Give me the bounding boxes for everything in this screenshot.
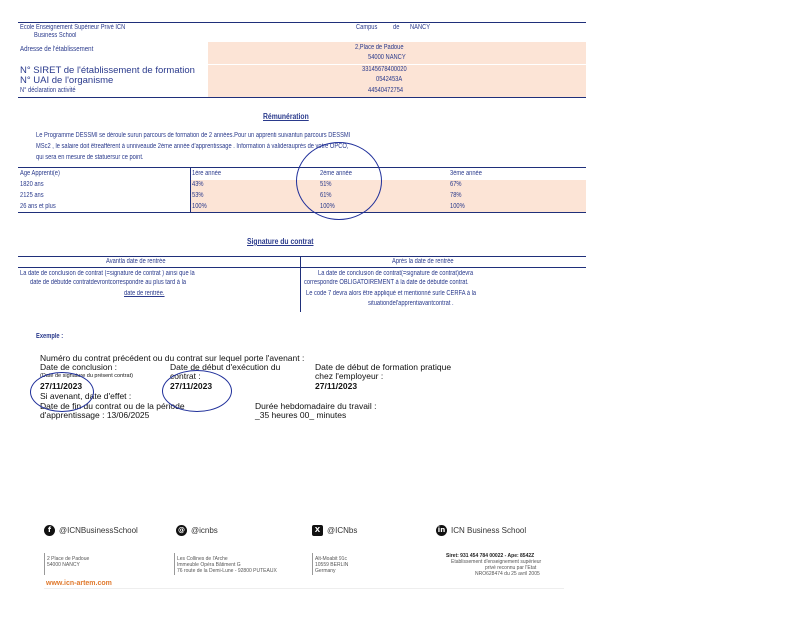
- after-start-heading: Après la date de rentrée: [392, 258, 454, 265]
- campus-de: de: [393, 24, 400, 31]
- before-start-heading: Avantla date de rentrée: [106, 258, 166, 265]
- x-handle[interactable]: @ICNbs: [327, 526, 358, 535]
- facebook-handle[interactable]: @ICNBusinessSchool: [59, 526, 138, 535]
- siret-label: N° SIRET de l'établissement de formation: [20, 65, 195, 76]
- before-text-line1: La date de conclusion de contrat (=signature de contrat ) ainsi que la: [20, 270, 195, 277]
- weekly-hours-label: Durée hebdomadaire du travail :: [255, 401, 377, 411]
- address-puteaux-line2: Immeuble Opéra Bâtiment G: [177, 562, 241, 568]
- website-link[interactable]: www.icn-artem.com: [46, 580, 112, 587]
- table-header-year3: 3ème année: [450, 170, 482, 177]
- table-cell-year3: 100%: [450, 203, 465, 210]
- uai-label: N° UAI de l'organisme: [20, 75, 114, 86]
- table-cell-year3: 78%: [450, 192, 462, 199]
- before-text-line3: date de rentrée.: [124, 290, 165, 297]
- social-handle[interactable]: @icnbs: [191, 526, 218, 535]
- table-header-year2: 2ème année: [320, 170, 352, 177]
- legal-line2: Etablissement d'enseignement supérieur: [451, 559, 542, 565]
- before-text-line2: date de débutde contratdevrontcorrespondre au plus tard à la: [30, 279, 187, 286]
- after-text-line3: Le code 7 devra alors être appliqué et mentionné surle CERFA à la: [306, 290, 477, 297]
- legal-line4: NRO628474 du 25 avril 2005: [475, 571, 540, 577]
- table-header-year1: 1ère année: [192, 170, 222, 177]
- table-cell-year1: 53%: [192, 192, 204, 199]
- highlight-circle: [162, 370, 232, 412]
- siret-value: 33145678400020: [362, 66, 407, 73]
- declaration-label: N° déclaration activité: [20, 87, 76, 94]
- table-cell-year3: 67%: [450, 181, 462, 188]
- conclusion-sub: (Date de signature du présent contrat): [40, 373, 133, 379]
- declaration-value: 44540472754: [368, 87, 404, 94]
- x-icon[interactable]: X: [312, 525, 323, 536]
- table-cell-year2: 100%: [320, 203, 335, 210]
- after-text-line4: situationdel'apprentiavantcontrat .: [368, 300, 454, 307]
- weekly-hours-value: _35 heures 00_ minutes: [255, 410, 347, 420]
- legal-line3: privé reconnu par l'Etat: [485, 565, 537, 571]
- signature-title: Signature du contrat: [247, 237, 314, 246]
- after-text-line2: correspondre OBLIGATOIREMENT à la date de débutde contrat.: [304, 279, 469, 286]
- remuneration-paragraph-line1: Le Programme DESSMI se déroule surun parcours de formation de 2 années.Pour un apprenti suivantun parcours DESSMI: [36, 132, 351, 139]
- campus-label: Campus: [356, 24, 378, 31]
- address-nancy-line1: 2 Place de Padoue: [47, 556, 90, 562]
- table-cell-year2: 61%: [320, 192, 332, 199]
- start-execution-label: Date de début d'exécution du: [170, 362, 281, 372]
- table-cell-year1: 100%: [192, 203, 207, 210]
- start-execution-value: 27/11/2023: [170, 381, 213, 391]
- start-training-value: 27/11/2023: [315, 381, 358, 391]
- address-berlin-line3: Germany: [315, 568, 336, 574]
- linkedin-handle[interactable]: ICN Business School: [451, 526, 527, 535]
- end-date-label2: d'apprentissage : 13/06/2025: [40, 410, 150, 420]
- example-label: Exemple :: [36, 333, 64, 340]
- table-cell-year2: 51%: [320, 181, 332, 188]
- address-line2: 54000 NANCY: [368, 54, 406, 61]
- linkedin-icon[interactable]: in: [437, 526, 446, 534]
- address-nancy-line2: 54000 NANCY: [47, 562, 80, 568]
- table-cell-age: 1820 ans: [20, 181, 44, 188]
- table-cell-age: 2125 ans: [20, 192, 44, 199]
- conclusion-value: 27/11/2023: [40, 381, 83, 391]
- table-cell-age: 26 ans et plus: [20, 203, 56, 210]
- address-berlin-line1: Alt-Moabit 91c: [315, 556, 347, 562]
- campus-city: NANCY: [410, 24, 431, 31]
- school-name: Ecole Enseignement Supérieur Privé ICN: [20, 24, 126, 31]
- end-date-label: Date de fin du contrat ou de la période: [40, 401, 185, 411]
- previous-contract-line: Numéro du contrat précédent ou du contrat sur lequel porte l'avenant :: [40, 353, 305, 363]
- school-name-line2: Business School: [34, 32, 77, 39]
- start-training-label2: chez l'employeur :: [315, 371, 384, 381]
- start-training-label: Date de début de formation pratique: [315, 362, 452, 372]
- address-label: Adresse de l'établissement: [20, 44, 94, 53]
- highlight-circle: [30, 372, 94, 412]
- social-icon[interactable]: @: [178, 526, 185, 534]
- remuneration-paragraph-line2: MSc2 , le salaire doit êtreafférent à unniveaude 2ème année d'apprentissage . Information à validerauprès de votre OPCO,: [36, 143, 349, 150]
- remuneration-title: Rémunération: [263, 112, 309, 121]
- highlight-circle: [296, 142, 382, 220]
- start-execution-label2: contrat :: [170, 371, 201, 381]
- uai-value: 0542453A: [376, 76, 403, 83]
- address-puteaux-line3: 76 route de la Demi-Lune - 92800 PUTEAUX: [177, 568, 277, 574]
- table-header-age: Age Apprenti(e): [20, 170, 60, 177]
- address-line1: 2,Place de Padoue: [355, 44, 404, 51]
- conclusion-label: Date de conclusion :: [40, 362, 118, 372]
- facebook-icon[interactable]: f: [44, 525, 55, 536]
- legal-siret: Siret: 931 454 784 00022 - Ape: 8542Z: [446, 553, 535, 559]
- address-berlin-line2: 10559 BERLIN: [315, 562, 349, 568]
- remuneration-paragraph-line3: qui sera en mesure de statuersur ce point.: [36, 154, 144, 161]
- amendment-label: Si avenant, date d'effet :: [40, 391, 132, 401]
- table-cell-year1: 43%: [192, 181, 204, 188]
- address-puteaux-line1: Les Collines de l'Arche: [177, 556, 228, 562]
- after-text-line1: La date de conclusion de contrat(=signature de contrat)devra: [318, 270, 474, 277]
